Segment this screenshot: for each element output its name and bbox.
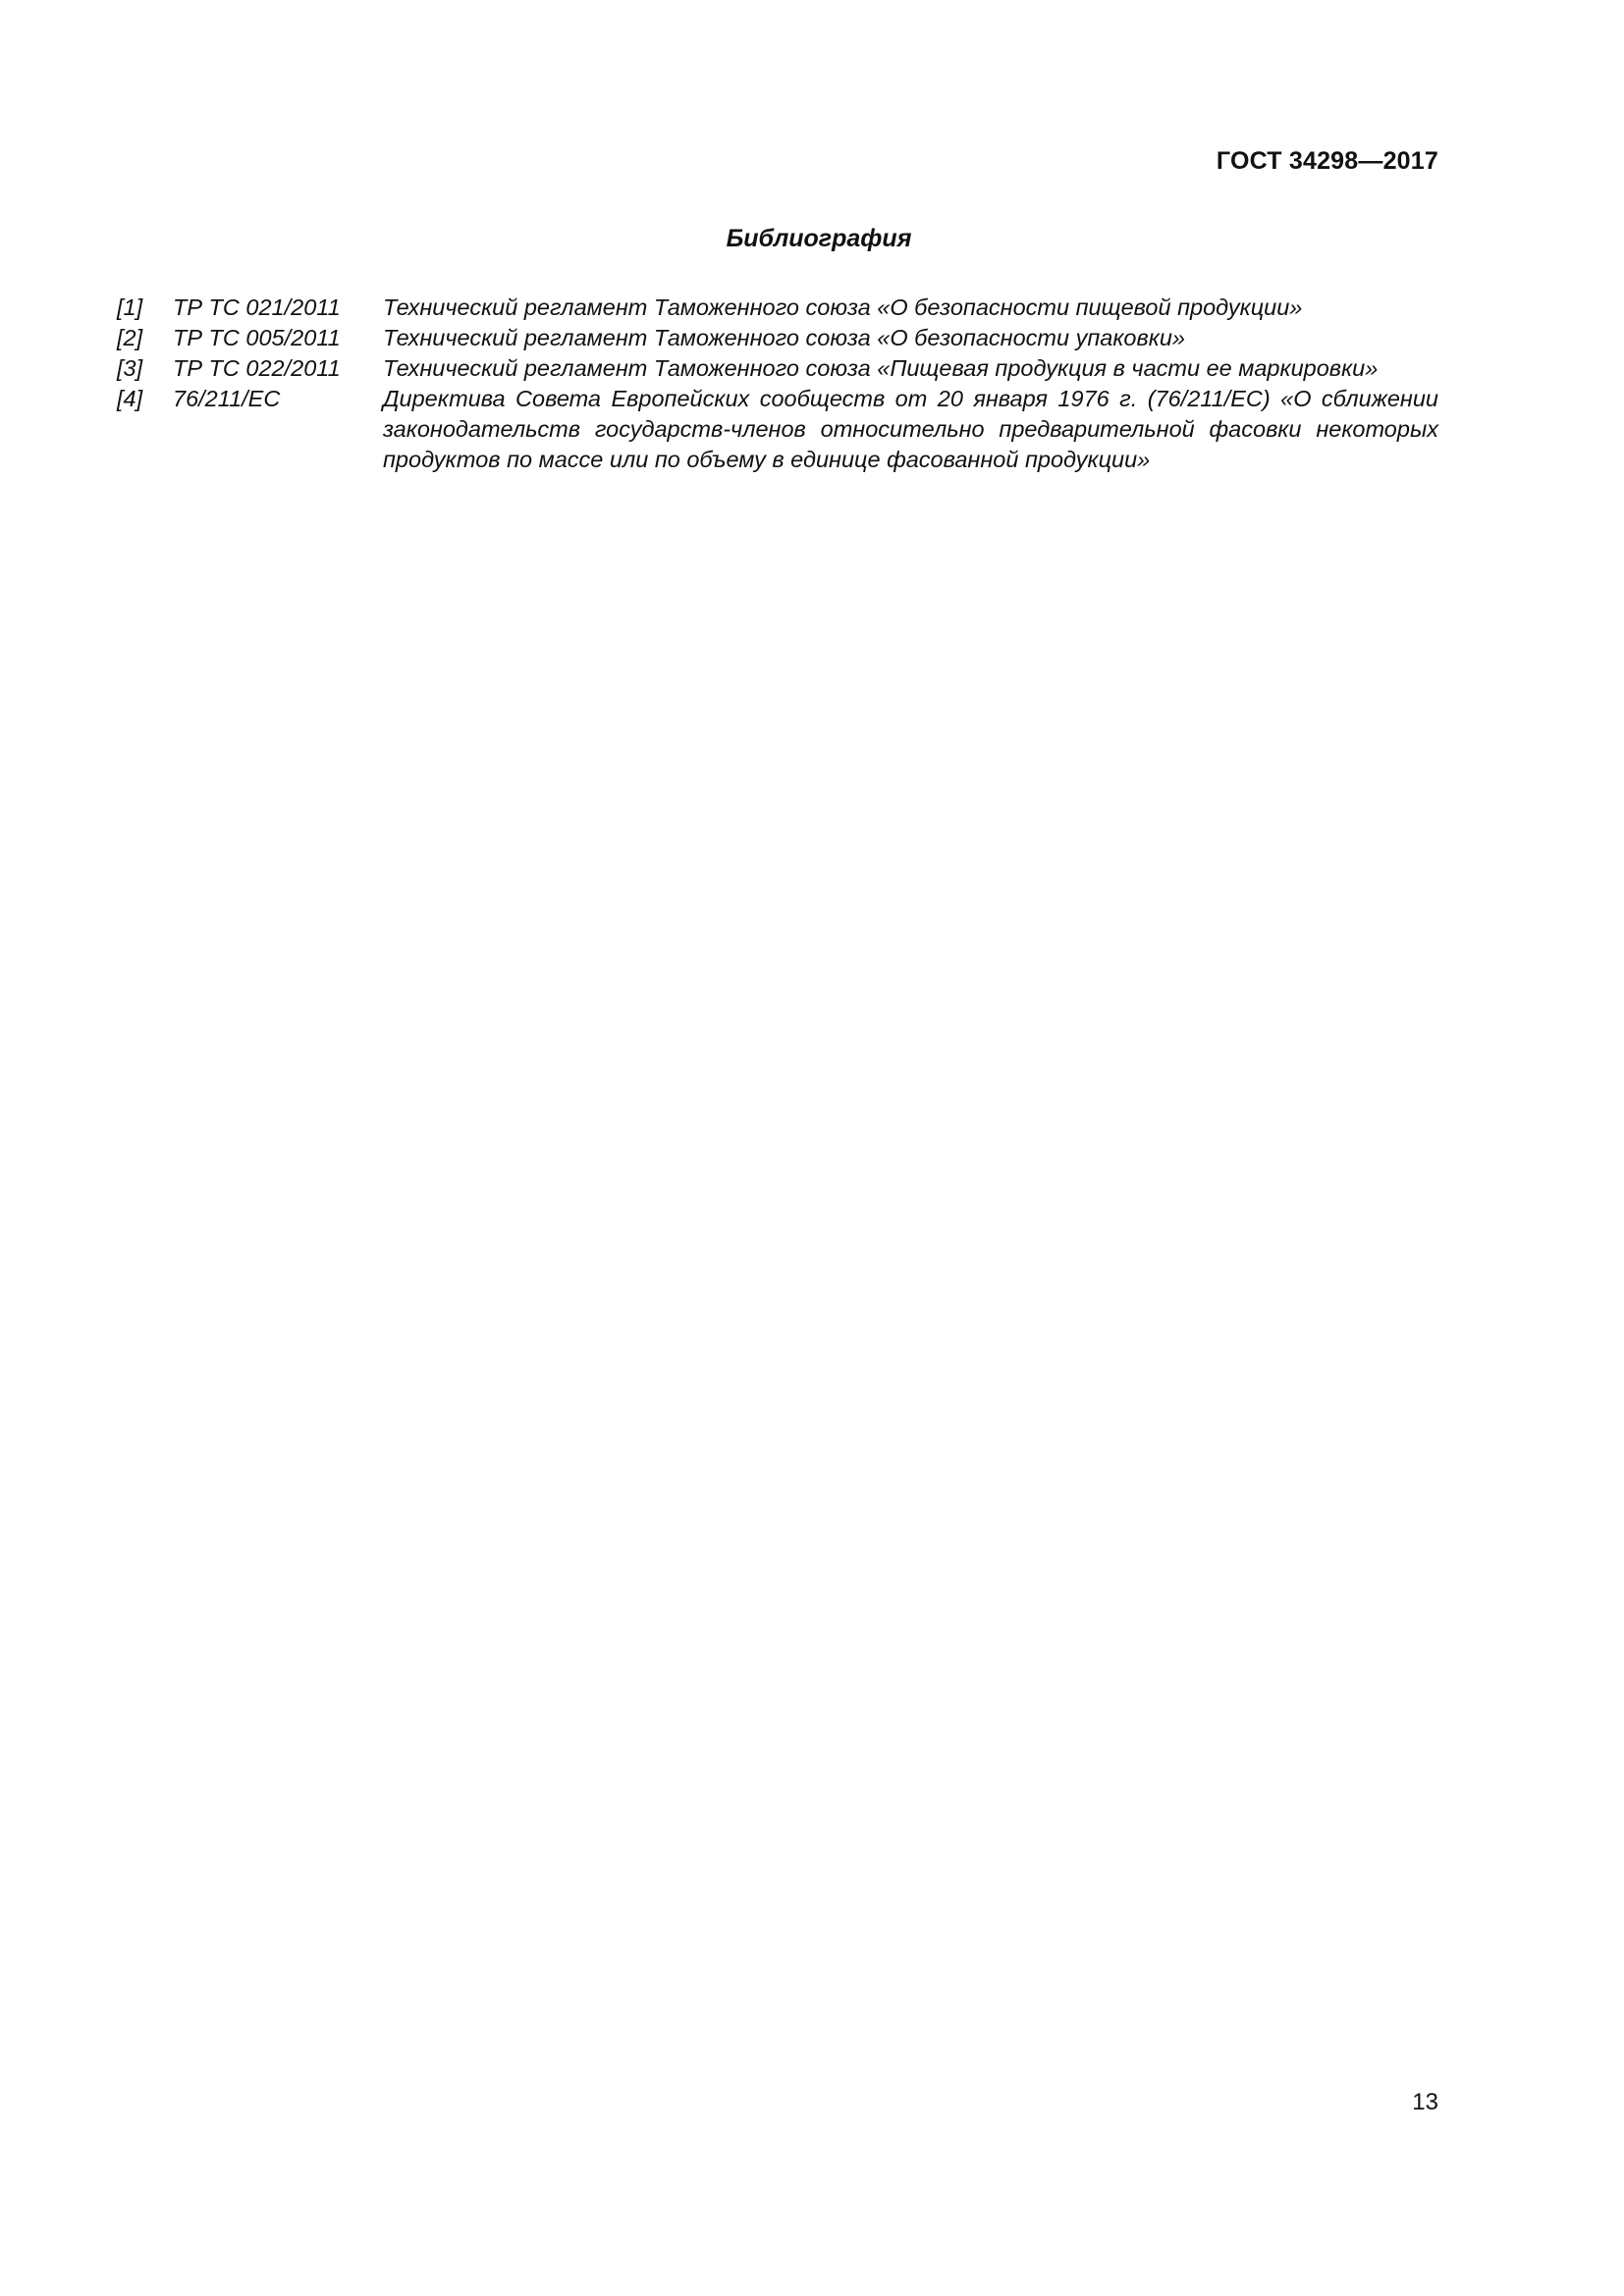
- page-number: 13: [1412, 2089, 1438, 2115]
- bibliography-item-number: [1]: [117, 294, 143, 320]
- bibliography-item-number: [3]: [117, 355, 143, 381]
- bibliography-item-code: ТР ТС 021/2011: [173, 294, 341, 320]
- bibliography-item-number: [4]: [117, 386, 143, 411]
- bibliography-item: [117, 323, 1438, 353]
- bibliography-item: [117, 384, 1438, 475]
- bibliography-item: [117, 293, 1438, 323]
- bibliography-list: [117, 293, 1438, 475]
- bibliography-item-text: Технический регламент Таможенного союза «Пищевая продукция в части ее маркировки»: [383, 355, 1379, 381]
- bibliography-item-number: [2]: [117, 325, 143, 350]
- bibliography-item-text: Технический регламент Таможенного союза «О безопасности пищевой продукции»: [383, 294, 1303, 320]
- section-title: Библиография: [726, 225, 912, 252]
- bibliography-item: [117, 353, 1438, 384]
- document-code: ГОСТ 34298—2017: [1216, 147, 1438, 175]
- bibliography-item-text: Директива Совета Европейских сообществ от 20 января 1976 г. (76/211/ЕС) «О сближении законодательств государств-членов относительно предварительной фасовки некоторых продуктов по массе или по объему в единице фасованной продукции»: [383, 386, 1438, 472]
- bibliography-item-code: ТР ТС 005/2011: [173, 325, 341, 350]
- bibliography-item-code: ТР ТС 022/2011: [173, 355, 341, 381]
- bibliography-item-text: Технический регламент Таможенного союза «О безопасности упаковки»: [383, 325, 1185, 350]
- bibliography-item-code: 76/211/EC: [173, 386, 281, 411]
